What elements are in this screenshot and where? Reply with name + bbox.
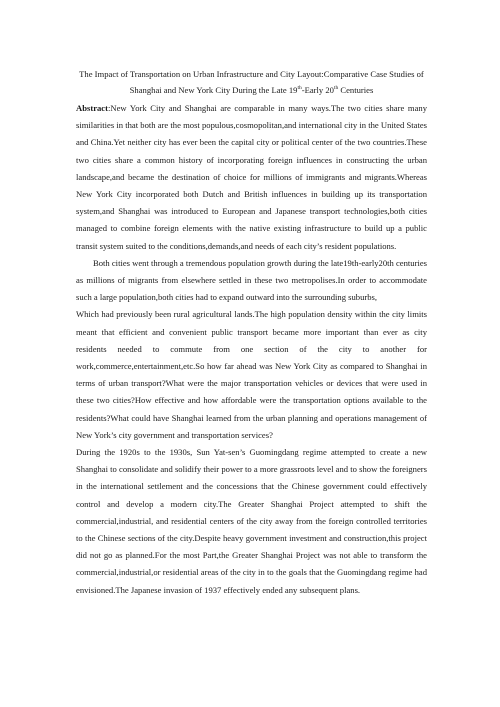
document-title xyxy=(76,66,427,98)
abstract-paragraph xyxy=(76,100,427,255)
abstract-label: Abstract xyxy=(76,103,108,113)
title-text-1: The Impact of Transportation on Urban Infrastructure and City Layout:Comparative Case Studies of Shanghai and New York City During the Late 19 xyxy=(79,69,424,95)
title-text-2: -Early 20 xyxy=(301,85,334,95)
body-paragraph-4: During the 1920s to the 1930s, Sun Yat-sen’s Guomingdang regime attempted to create a new Shanghai to consolidate and solidify their power to a more grassroots level and to show the foreigners in the international settlement and the concessions that the Chinese government could effectively control and develop a modern city.The Greater Shanghai Project attempted to shift the commercial,industrial, and residential centers of the city away from the foreign controlled territories to the Chinese sections of the city.Despite heavy government investment and construction,this project did not go as planned.For the most Part,the Greater Shanghai Project was not able to transform the commercial,industrial,or residential areas of the city in to the goals that the Guomingdang regime had envisioned.The Japanese invasion of 1937 effectively ended any subsequent plans. xyxy=(76,447,427,595)
title-text-3: Centuries xyxy=(338,85,374,95)
body-paragraph-3: Which had previously been rural agricultural lands.The high population density within the city limits meant that efficient and convenient public transport became more important than ever as city residents needed to commute from one section of the city to another for work,commerce,entertainment,etc.So how far ahead was New York City as compared to Shanghai in terms of urban transport?What were the major transportation vehicles or devices that were used in these two cities?How effective and how affordable were the transportation options available to the residents?What could have Shanghai learned from the urban planning and operations management of New York’s city government and transportation services? xyxy=(76,309,427,440)
title-superscript-2: th xyxy=(333,85,339,92)
body-paragraph-2: Both cities went through a tremendous population growth during the late19th-early20th centuries as millions of migrants from elsewhere settled in these two metropolises.In order to accommodate such a large population,both cities had to expand outward into the surrounding suburbs, xyxy=(76,257,427,303)
title-superscript-1: th xyxy=(297,85,302,92)
abstract-text: :New York City and Shanghai are comparable in many ways.The two cities share many similarities in that both are the most populous,cosmopolitan,and international city in the United States and China.Yet neither city has ever been the capital city or political center of the two countries.These two cities share a common history of incorporating foreign influences in constructing the urban landscape,and became the destination of choice for millions of immigrants and migrants.Whereas New York City incorporated both Dutch and British influences in building up its transportation system,and Shanghai was introduced to European and Japanese transport technologies,both cities managed to combine foreign elements with the native existing infrastructure to build up a public transit system suited to the conditions,demands,and needs of each city’s resident populations. xyxy=(76,103,427,251)
